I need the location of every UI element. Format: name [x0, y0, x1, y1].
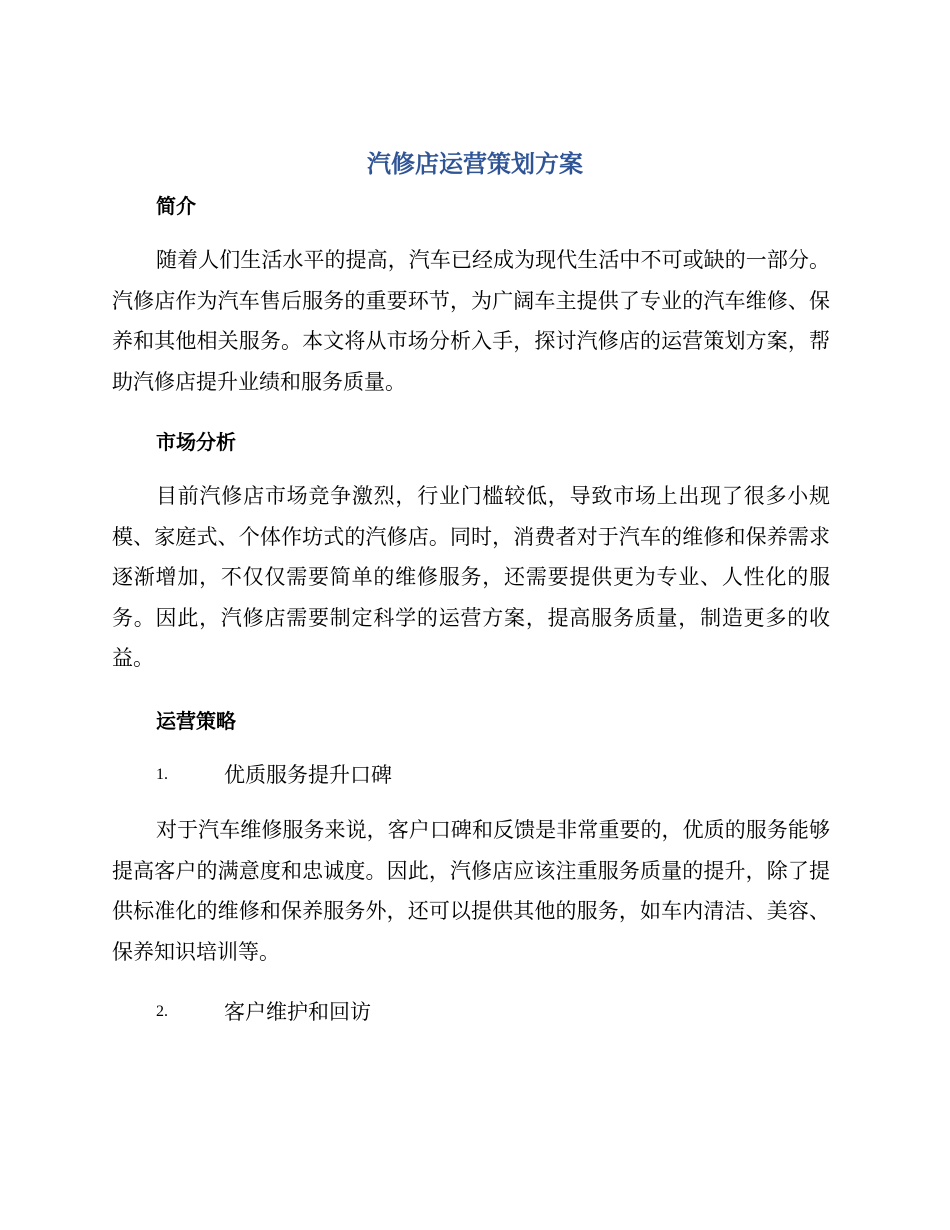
list-item-text: 客户维护和回访 [224, 1000, 371, 1024]
list-item-text: 优质服务提升口碑 [224, 763, 392, 787]
document-title: 汽修店运营策划方案 [367, 150, 583, 178]
section-heading-market-analysis: 市场分析 [156, 430, 236, 454]
list-item-number: 1. [156, 766, 168, 783]
market-analysis-paragraph: 目前汽修店市场竞争激烈，行业门槛较低，导致市场上出现了很多小规模、家庭式、个体作坊式的汽修店。同时，消费者对于汽车的维修和保养需求逐渐增加，不仅仅需要简单的维修服务，还需要提供更为专业、人性化的服务。因此，汽修店需要制定科学的运营方案，提高服务质量，制造更多的收益。 [112, 484, 830, 670]
section-heading-intro: 简介 [156, 194, 196, 218]
list-item-number: 2. [156, 1003, 168, 1020]
section-heading-operation-strategy: 运营策略 [156, 709, 236, 733]
quality-service-paragraph: 对于汽车维修服务来说，客户口碑和反馈是非常重要的，优质的服务能够提高客户的满意度和忠诚度。因此，汽修店应该注重服务质量的提升，除了提供标准化的维修和保养服务外，还可以提供其他的服务，如车内清洁、美容、保养知识培训等。 [112, 818, 830, 964]
intro-paragraph: 随着人们生活水平的提高，汽车已经成为现代生活中不可或缺的一部分。汽修店作为汽车售后服务的重要环节，为广阔车主提供了专业的汽车维修、保养和其他相关服务。本文将从市场分析入手，探讨汽修店的运营策划方案，帮助汽修店提升业绩和服务质量。 [112, 248, 830, 394]
